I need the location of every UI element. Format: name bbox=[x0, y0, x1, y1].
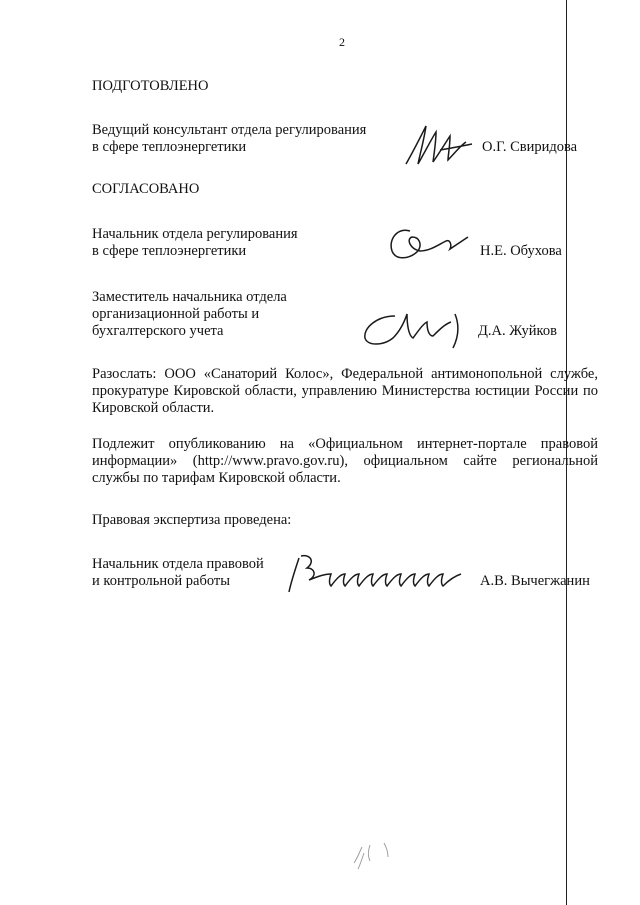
distribution-paragraph: Разослать: ООО «Санаторий Колос», Федеральной антимонопольной службе, прокуратуре Кировской области, управлению Министерства юстиции России по Кировской области. bbox=[92, 366, 598, 416]
legal-review-statement: Правовая экспертиза проведена: bbox=[92, 512, 292, 528]
signature-vychegzhanin bbox=[285, 550, 465, 596]
agreed-heading: СОГЛАСОВАНО bbox=[92, 181, 200, 197]
prepared-name: О.Г. Свиридова bbox=[482, 139, 578, 155]
signer2-name: Д.А. Жуйков bbox=[478, 323, 557, 339]
signer1-position-line1: Начальник отдела регулирования bbox=[92, 226, 298, 242]
legal-review-position-line1: Начальник отдела правовой bbox=[92, 556, 264, 572]
legal-review-position-line2: и контрольной работы bbox=[92, 573, 230, 589]
signer2-position-line2: организационной работы и bbox=[92, 306, 260, 322]
signer2-position-line3: бухгалтерского учета bbox=[92, 323, 224, 339]
prepared-heading: ПОДГОТОВЛЕНО bbox=[92, 78, 209, 94]
signature-obukhova bbox=[380, 215, 472, 267]
publication-paragraph: Подлежит опубликованию на «Официальном интернет-портале правовой информации» (http://www.pravo.gov.ru), официальном сайте региональной службы по тарифам Кировской области. bbox=[92, 436, 598, 486]
signer1-name: Н.Е. Обухова bbox=[480, 243, 562, 259]
prepared-position-line1: Ведущий консультант отдела регулирования bbox=[92, 122, 367, 138]
prepared-position-line2: в сфере теплоэнергетики bbox=[92, 139, 247, 155]
signer1-position-line2: в сфере теплоэнергетики bbox=[92, 243, 247, 259]
signature-sviridova bbox=[400, 120, 476, 172]
legal-review-name: А.В. Вычегжанин bbox=[480, 573, 590, 589]
signature-zhuikov bbox=[355, 306, 473, 352]
scan-pencil-mark bbox=[340, 833, 410, 873]
signer2-position-line1: Заместитель начальника отдела bbox=[92, 289, 287, 305]
page-number: 2 bbox=[339, 35, 345, 49]
